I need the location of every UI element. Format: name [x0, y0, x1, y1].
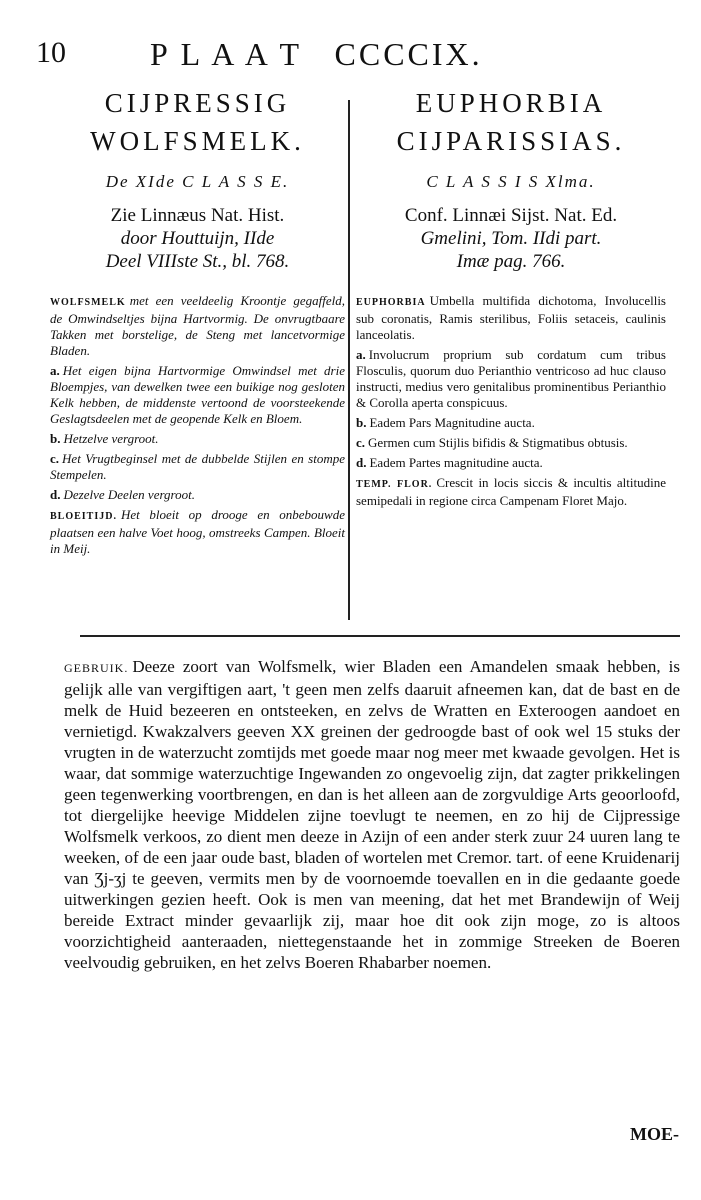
latin-b-letter: b. [356, 415, 367, 430]
latin-temp-flor [356, 475, 666, 509]
dutch-item-d [50, 487, 345, 503]
dutch-a-text: Het eigen bijna Hartvormige Omwindsel met drie Bloempjes, van dewelken twee een buikige nog gesloten Kelk hebben, de middenste vertoond de voorsteekende Geslagtsdeelen met de geopende Kelk en Bloem. [50, 363, 345, 426]
horizontal-rule [80, 635, 680, 637]
dutch-d-letter: d. [50, 487, 61, 502]
latin-ref-line2: Gmelini, Tom. IIdi part. [420, 228, 602, 249]
latin-ref-line3: Imæ pag. 766. [456, 251, 566, 272]
latin-item-d [356, 455, 666, 471]
dutch-name-line1: CIJPRESSIG [104, 88, 291, 118]
dutch-bloei-text: Het bloeit op drooge en onbebouwde plaatsen een halve Voet hoog, omstreeks Campen. Bloeit in Meij. [50, 507, 345, 556]
latin-desc-text: Umbella multifida dichotoma, Involucellis sub coronatis, Ramis sterilibus, Foliis setaceis, caulinis lanceolatis. [356, 293, 666, 342]
latin-temp-lead: TEMP. FLOR. [356, 479, 433, 490]
dutch-item-c [50, 451, 345, 483]
dutch-classis: De XIde C L A S S E. [105, 172, 290, 191]
column-divider [348, 100, 350, 620]
dutch-a-letter: a. [50, 363, 60, 378]
dutch-ref-line3: Deel VIIIste St., bl. 768. [105, 251, 290, 272]
latin-item-a [356, 347, 666, 411]
dutch-item-b [50, 431, 345, 447]
dutch-c-letter: c. [50, 451, 60, 466]
dutch-main-description [50, 293, 345, 359]
latin-main-description [356, 293, 666, 343]
dutch-desc-text: met een veeldeelig Kroontje gegaffeld, de Omwindseltjes bijna Hartvormig. De onvrugtbaare Takken met borstelige, de Steng met lancetvormige Bladen. [50, 293, 345, 358]
dutch-ref-line2: door Houttuijn, IIde [120, 228, 275, 249]
dutch-d-text: Dezelve Deelen vergroot. [63, 487, 195, 502]
dutch-b-letter: b. [50, 431, 61, 446]
latin-temp-text: Crescit in locis siccis & incultis altitudine semipedali in regione circa Campenam Floret Majo. [356, 475, 667, 508]
latin-ref-line1: Conf. Linnæi Sijst. Nat. Ed. [404, 205, 618, 226]
latin-item-c [356, 435, 666, 451]
dutch-item-a [50, 363, 345, 427]
latin-classis: C L A S S I S Xlma. [426, 172, 596, 191]
dutch-bloei-lead: BLOEITIJD. [50, 511, 117, 522]
latin-name-line2: CIJPARISSIAS. [396, 126, 626, 156]
dutch-bloeitijd [50, 507, 345, 557]
latin-d-text: Eadem Partes magnitudine aucta. [369, 455, 543, 470]
latin-description [356, 293, 666, 509]
latin-reference [356, 204, 666, 273]
catchword: MOE- [630, 1124, 679, 1144]
latin-name-line1: EUPHORBIA [415, 88, 607, 118]
latin-desc-lead: EUPHORBIA [356, 297, 426, 308]
dutch-b-text: Hetzelve vergroot. [63, 431, 159, 446]
dutch-description [50, 293, 345, 557]
dutch-reference [50, 204, 345, 273]
latin-d-letter: d. [356, 455, 367, 470]
dutch-column [50, 84, 345, 561]
usage-lead: GEBRUIK. [64, 661, 129, 675]
dutch-ref-line1: Zie Linnæus Nat. Hist. [110, 205, 285, 226]
dutch-name-line2: WOLFSMELK. [90, 126, 305, 156]
latin-c-letter: c. [356, 435, 366, 450]
latin-item-b [356, 415, 666, 431]
latin-a-letter: a. [356, 347, 366, 362]
usage-text: Deeze zoort van Wolfsmelk, wier Bladen een Amandelen smaak hebben, is gelijk alle van vergiftigen aart, 't geen men zelfs daaruit afneemen kan, dat de bast en de melk de Huid bezeeren en ontsteeken, en zelvs de Wratten en Exteroogen aandoet en vernietigd. Kwakzalvers geeven XX greinen der gedroogde bast of ook wel 15 stuks der vrugten in de waterzucht zomtijds met goede maar nog meer met kwaade gevolgen. Het is waar, dat sommige waterzuchtige Ingewanden zo ongevoelig zijn, dat zagter prikkelingen geen tegenwerking voortbrengen, en dan is het alleen aan de zorgvuldige Arts geoorloofd, tot diergelijke heevige Middelen zijne toevlugt te neemen, en zo hij de Cijpressige Wolfsmelk verkoos, zo dient men deeze in Azijn of een ander sterk zuur 24 uuren lang te weeken, of de een jaar oude bast, bladen of wortelen met Cremor. tart. of eene Kruidenarij van Ʒj-ʒj te geeven, vermits men by de voornoemde toevallen en in die gedaante goede uitwerkingen gezien heeft. Ook is men van meening, dat het met Brandewijn of Weij bereide Extract minder gevaarlijk zij, maar hoe dit ook zijn moge, zo is altoos voorzichtigheid aanteraaden, niettegenstaande het in zommige Streeken de Boeren veelvoudig gebruiken, en het zelvs Boeren Rhabarber noemen. [64, 657, 680, 972]
dutch-c-text: Het Vrugtbeginsel met de dubbelde Stijlen en stompe Stempelen. [50, 451, 345, 482]
dutch-desc-lead: WOLFSMELK [50, 297, 126, 308]
latin-b-text: Eadem Pars Magnitudine aucta. [369, 415, 535, 430]
latin-a-text: Involucrum proprium sub cordatum cum tribus Flosculis, quorum duo Perianthio ventricoso ad huc clauso instructi, medius vero genitalibus prominentibus Perianthio & Corolla aperta conspicuus. [356, 347, 666, 410]
plate-title: P L A A T CCCCIX. [150, 36, 483, 72]
page-number: 10 [36, 36, 66, 69]
latin-c-text: Germen cum Stijlis bifidis & Stigmatibus obtusis. [368, 435, 628, 450]
latin-column [356, 84, 666, 513]
usage-paragraph [64, 656, 680, 973]
